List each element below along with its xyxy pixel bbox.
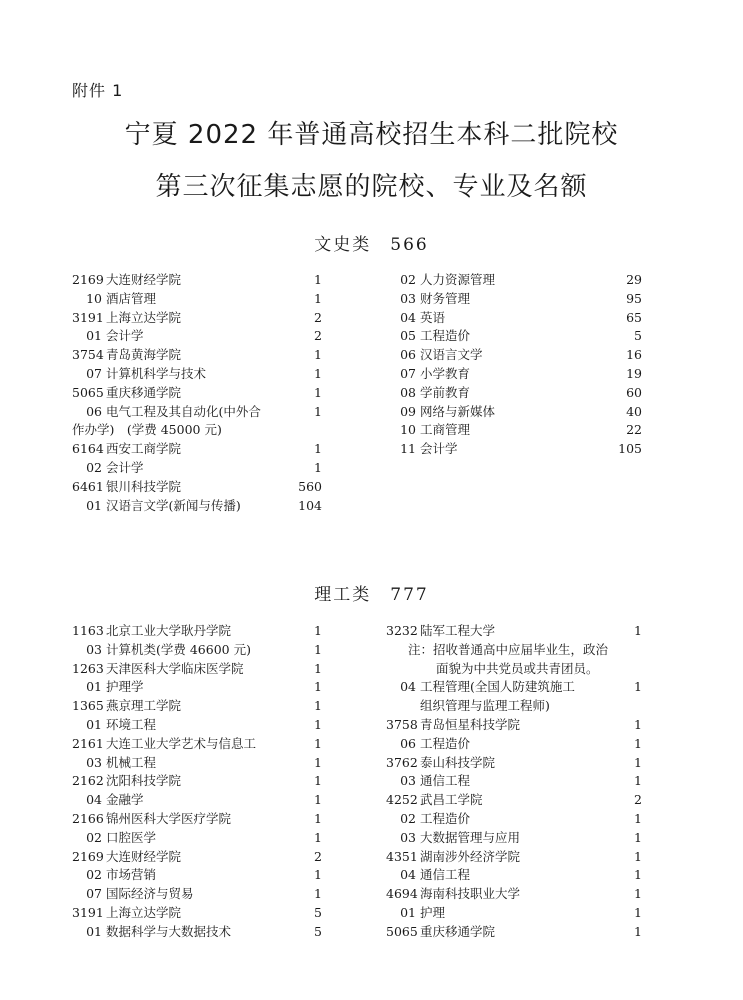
table-row — [72, 678, 322, 697]
table-row — [72, 327, 322, 346]
code-cell: 01 — [86, 497, 102, 513]
code-cell: 3191 — [72, 309, 104, 325]
name-cell: 会计学 — [420, 441, 458, 457]
quota-cell: 104 — [298, 497, 322, 513]
table-row — [72, 735, 322, 754]
table-row — [72, 885, 322, 904]
quota-cell: 1 — [314, 441, 322, 457]
section-heading-liberal-arts: 文史类 566 — [314, 235, 429, 255]
code-cell: 02 — [86, 829, 102, 845]
name-cell: 学前教育 — [420, 384, 471, 400]
name-cell: 工程管理(全国人防建筑施工 — [420, 679, 575, 695]
name-cell: 网络与新媒体 — [420, 403, 496, 419]
quota-cell: 1 — [634, 886, 642, 902]
code-cell: 04 — [400, 679, 416, 695]
code-cell: 10 — [400, 422, 416, 438]
name-cell: 数据科学与大数据技术 — [106, 923, 232, 939]
code-cell: 01 — [86, 679, 102, 695]
code-cell: 1365 — [72, 698, 104, 714]
name-cell: 海南科技职业大学 — [420, 886, 521, 902]
table-row — [72, 660, 322, 679]
table-row — [386, 754, 642, 773]
quota-cell: 60 — [626, 384, 642, 400]
quota-cell: 1 — [314, 867, 322, 883]
table-row — [386, 904, 642, 923]
name-cell: 护理学 — [106, 679, 144, 695]
name-cell: 工商管理 — [420, 422, 471, 438]
table-row — [386, 365, 642, 384]
code-cell: 10 — [86, 290, 102, 306]
code-cell: 01 — [400, 904, 416, 920]
code-cell: 2166 — [72, 810, 104, 826]
quota-cell: 105 — [618, 441, 642, 457]
liberal-arts-right-column — [386, 271, 642, 459]
table-row — [386, 772, 642, 791]
quota-cell: 40 — [626, 403, 642, 419]
code-cell: 2169 — [72, 272, 104, 287]
table-row — [72, 346, 322, 365]
name-cell: 机械工程 — [106, 754, 157, 770]
name-cell: 泰山科技学院 — [420, 754, 496, 770]
section-heading-science: 理工类 777 — [314, 585, 429, 605]
quota-cell: 1 — [634, 679, 642, 695]
table-row — [72, 365, 322, 384]
science-left-column — [72, 622, 322, 942]
quota-cell: 1 — [314, 290, 322, 306]
code-cell: 6164 — [72, 441, 104, 457]
name-cell: 汉语言文学(新闻与传播) — [106, 497, 241, 513]
name-cell: 酒店管理 — [106, 290, 157, 306]
code-cell: 02 — [86, 867, 102, 883]
name-cell: 面貌为中共党员或共青团员。 — [436, 660, 599, 676]
attachment-label: 附件 1 — [72, 81, 124, 100]
name-cell: 通信工程 — [420, 867, 471, 883]
table-row — [72, 622, 322, 641]
quota-cell: 65 — [626, 309, 642, 325]
table-row — [72, 641, 322, 660]
quota-cell: 1 — [314, 347, 322, 363]
table-row — [386, 622, 642, 641]
name-cell: 组织管理与监理工程师) — [420, 698, 550, 714]
code-cell: 07 — [86, 365, 102, 381]
code-cell: 6461 — [72, 478, 104, 494]
name-cell: 注：招收普通高中应届毕业生，政治 — [408, 641, 609, 657]
code-cell: 2162 — [72, 773, 104, 789]
code-cell: 06 — [400, 347, 416, 363]
name-cell: 天津医科大学临床医学院 — [106, 660, 244, 676]
quota-cell: 1 — [634, 904, 642, 920]
table-row — [72, 290, 322, 309]
table-row — [386, 866, 642, 885]
quota-cell: 1 — [634, 867, 642, 883]
name-cell: 计算机类(学费 46600 元) — [106, 641, 251, 657]
code-cell: 02 — [86, 459, 102, 475]
quota-cell: 1 — [314, 623, 322, 638]
code-cell: 5065 — [72, 384, 104, 400]
quota-cell: 1 — [634, 923, 642, 939]
name-cell: 工程造价 — [420, 735, 471, 751]
table-row — [386, 810, 642, 829]
table-row — [386, 678, 642, 697]
name-cell: 燕京理工学院 — [106, 698, 182, 714]
quota-cell: 1 — [314, 698, 322, 714]
table-row — [386, 660, 642, 679]
table-row — [386, 403, 642, 422]
table-row — [386, 421, 642, 440]
name-cell: 作办学) (学费 45000 元) — [72, 422, 222, 438]
code-cell: 05 — [400, 328, 416, 344]
name-cell: 国际经济与贸易 — [106, 886, 194, 902]
code-cell: 4351 — [386, 848, 418, 864]
quota-cell: 2 — [634, 792, 642, 808]
name-cell: 人力资源管理 — [420, 272, 496, 287]
liberal-arts-left-column — [72, 271, 322, 515]
quota-cell: 5 — [314, 923, 322, 939]
code-cell: 5065 — [386, 923, 418, 939]
quota-cell: 95 — [626, 290, 642, 306]
table-row — [72, 271, 322, 290]
table-row — [72, 459, 322, 478]
code-cell: 3758 — [386, 716, 418, 732]
quota-cell: 1 — [314, 272, 322, 287]
table-row — [386, 923, 642, 942]
name-cell: 英语 — [420, 309, 446, 325]
table-row — [72, 848, 322, 867]
code-cell: 02 — [400, 810, 416, 826]
code-cell: 4252 — [386, 792, 418, 808]
quota-cell: 29 — [626, 272, 642, 287]
table-row — [72, 716, 322, 735]
table-row — [72, 403, 322, 422]
quota-cell: 1 — [314, 679, 322, 695]
name-cell: 电气工程及其自动化(中外合 — [106, 403, 261, 419]
quota-cell: 19 — [626, 365, 642, 381]
quota-cell: 1 — [314, 403, 322, 419]
table-row — [386, 735, 642, 754]
quota-cell: 22 — [626, 422, 642, 438]
table-row — [72, 497, 322, 516]
table-row — [72, 923, 322, 942]
name-cell: 大数据管理与应用 — [420, 829, 521, 845]
quota-cell: 1 — [314, 773, 322, 789]
name-cell: 大连财经学院 — [106, 848, 182, 864]
name-cell: 重庆移通学院 — [106, 384, 182, 400]
quota-cell: 1 — [314, 829, 322, 845]
quota-cell: 16 — [626, 347, 642, 363]
name-cell: 口腔医学 — [106, 829, 157, 845]
name-cell: 北京工业大学耿丹学院 — [106, 623, 232, 638]
name-cell: 青岛恒星科技学院 — [420, 716, 521, 732]
table-row — [72, 421, 322, 440]
quota-cell: 1 — [314, 792, 322, 808]
science-right-column — [386, 622, 642, 942]
code-cell: 09 — [400, 403, 416, 419]
code-cell: 04 — [400, 867, 416, 883]
table-row — [72, 440, 322, 459]
quota-cell: 2 — [314, 309, 322, 325]
code-cell: 2161 — [72, 735, 104, 751]
name-cell: 银川科技学院 — [106, 478, 182, 494]
table-row — [386, 716, 642, 735]
name-cell: 小学教育 — [420, 365, 471, 381]
table-row — [386, 440, 642, 459]
code-cell: 1263 — [72, 660, 104, 676]
table-row — [386, 327, 642, 346]
name-cell: 重庆移通学院 — [420, 923, 496, 939]
table-row — [72, 384, 322, 403]
quota-cell: 5 — [314, 904, 322, 920]
code-cell: 07 — [400, 365, 416, 381]
quota-cell: 1 — [634, 735, 642, 751]
code-cell: 04 — [86, 792, 102, 808]
quota-cell: 1 — [314, 660, 322, 676]
code-cell: 01 — [86, 328, 102, 344]
code-cell: 01 — [86, 923, 102, 939]
quota-cell: 1 — [314, 384, 322, 400]
table-row — [386, 290, 642, 309]
code-cell: 08 — [400, 384, 416, 400]
page-title-line2: 第三次征集志愿的院校、专业及名额 — [155, 172, 588, 202]
code-cell: 06 — [400, 735, 416, 751]
name-cell: 武昌工学院 — [420, 792, 483, 808]
code-cell: 11 — [400, 441, 416, 457]
code-cell: 4694 — [386, 886, 418, 902]
table-row — [386, 829, 642, 848]
name-cell: 会计学 — [106, 459, 144, 475]
table-row — [72, 309, 322, 328]
table-row — [72, 697, 322, 716]
quota-cell: 1 — [634, 810, 642, 826]
code-cell: 01 — [86, 716, 102, 732]
quota-cell: 1 — [314, 641, 322, 657]
code-cell: 06 — [86, 403, 102, 419]
code-cell: 03 — [86, 641, 102, 657]
table-row — [72, 810, 322, 829]
table-row — [72, 478, 322, 497]
name-cell: 金融学 — [106, 792, 144, 808]
quota-cell: 1 — [314, 716, 322, 732]
table-row — [386, 697, 642, 716]
table-row — [386, 641, 642, 660]
quota-cell: 1 — [634, 623, 642, 638]
name-cell: 工程造价 — [420, 810, 471, 826]
name-cell: 上海立达学院 — [106, 309, 182, 325]
page-title-line1: 宁夏 2022 年普通高校招生本科二批院校 — [124, 120, 619, 150]
code-cell: 03 — [400, 290, 416, 306]
table-row — [386, 791, 642, 810]
table-row — [72, 866, 322, 885]
quota-cell: 1 — [634, 773, 642, 789]
name-cell: 会计学 — [106, 328, 144, 344]
code-cell: 03 — [400, 773, 416, 789]
table-row — [72, 772, 322, 791]
table-row — [72, 791, 322, 810]
name-cell: 锦州医科大学医疗学院 — [106, 810, 232, 826]
code-cell: 04 — [400, 309, 416, 325]
quota-cell: 560 — [298, 478, 322, 494]
table-row — [72, 904, 322, 923]
code-cell: 2169 — [72, 848, 104, 864]
name-cell: 上海立达学院 — [106, 904, 182, 920]
quota-cell: 1 — [314, 735, 322, 751]
quota-cell: 1 — [314, 886, 322, 902]
name-cell: 沈阳科技学院 — [106, 773, 182, 789]
table-row — [386, 346, 642, 365]
name-cell: 湖南涉外经济学院 — [420, 848, 521, 864]
quota-cell: 1 — [634, 754, 642, 770]
table-row — [386, 309, 642, 328]
name-cell: 汉语言文学 — [420, 347, 483, 363]
table-row — [386, 384, 642, 403]
name-cell: 大连工业大学艺术与信息工 — [106, 735, 257, 751]
name-cell: 青岛黄海学院 — [106, 347, 182, 363]
code-cell: 02 — [400, 272, 416, 287]
name-cell: 工程造价 — [420, 328, 471, 344]
quota-cell: 1 — [634, 829, 642, 845]
quota-cell: 1 — [314, 754, 322, 770]
name-cell: 计算机科学与技术 — [106, 365, 207, 381]
quota-cell: 1 — [634, 716, 642, 732]
name-cell: 财务管理 — [420, 290, 471, 306]
quota-cell: 1 — [314, 810, 322, 826]
quota-cell: 1 — [314, 365, 322, 381]
name-cell: 护理 — [420, 904, 446, 920]
code-cell: 3762 — [386, 754, 418, 770]
quota-cell: 1 — [634, 848, 642, 864]
table-row — [386, 271, 642, 290]
code-cell: 07 — [86, 886, 102, 902]
name-cell: 西安工商学院 — [106, 441, 182, 457]
quota-cell: 5 — [634, 328, 642, 344]
name-cell: 大连财经学院 — [106, 272, 182, 287]
name-cell: 环境工程 — [106, 716, 157, 732]
code-cell: 1163 — [72, 623, 104, 638]
name-cell: 陆军工程大学 — [420, 623, 496, 638]
code-cell: 3754 — [72, 347, 104, 363]
quota-cell: 2 — [314, 848, 322, 864]
quota-cell: 2 — [314, 328, 322, 344]
table-row — [386, 848, 642, 867]
name-cell: 市场营销 — [106, 867, 157, 883]
table-row — [72, 829, 322, 848]
code-cell: 03 — [400, 829, 416, 845]
quota-cell: 1 — [314, 459, 322, 475]
code-cell: 3232 — [386, 623, 418, 638]
code-cell: 03 — [86, 754, 102, 770]
table-row — [72, 754, 322, 773]
code-cell: 3191 — [72, 904, 104, 920]
name-cell: 通信工程 — [420, 773, 471, 789]
table-row — [386, 885, 642, 904]
